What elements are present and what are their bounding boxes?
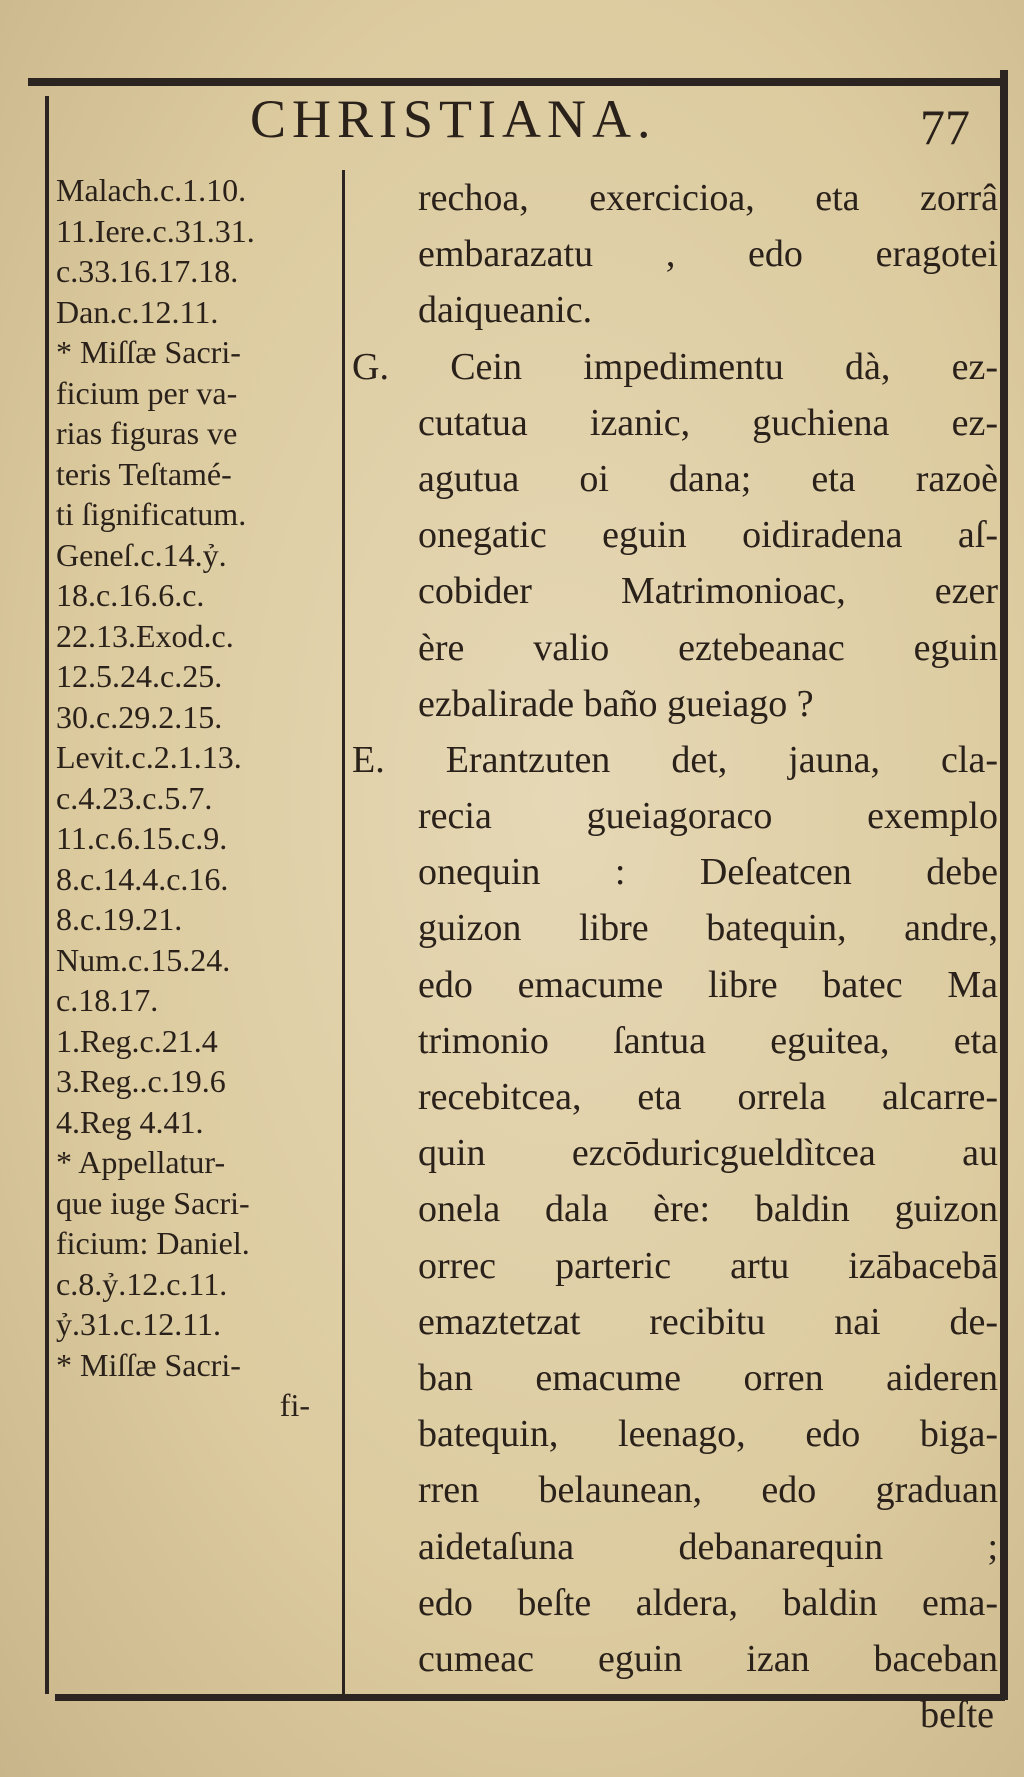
body-line: quin ezcōduricgueldìtcea au (418, 1132, 998, 1175)
margin-note-line: c.4.23.c.5.7. (56, 779, 213, 816)
margin-note-line: 11.c.6.15.c.9. (56, 820, 228, 856)
body-line: daiqueanic. (418, 289, 593, 332)
body-line: rren belaunean, edo graduan (418, 1469, 998, 1512)
margin-note-line: * Appellatur- (56, 1144, 226, 1180)
body-line: ezbalirade baño gueiago ? (418, 682, 814, 725)
margin-note-line: 4.Reg 4.41. (56, 1103, 204, 1140)
margin-note-line: * Miſſæ Sacri- (56, 334, 241, 370)
margin-note-line: que iuge Sacri- (56, 1184, 250, 1221)
column-divider-rule (342, 170, 345, 1700)
margin-note-line: Num.c.15.24. (56, 941, 231, 978)
body-line: onequin : Deſeatcen debe (418, 851, 998, 894)
margin-note-line: ficium per va- (56, 374, 238, 411)
margin-note-line: ti ſignificatum. (56, 496, 247, 532)
margin-note-line: 12.5.24.c.25. (56, 658, 223, 694)
body-line: guizon libre batequin, andre, (418, 907, 998, 950)
body-line: agutua oi dana; eta razoè (418, 457, 998, 500)
page-number: 77 (920, 99, 970, 155)
margin-note-line: ficium: Daniel. (56, 1225, 250, 1261)
margin-note-line: 30.c.29.2.15. (56, 698, 223, 735)
frame-left-rule (45, 96, 49, 1694)
margin-note-line: 3.Reg..c.19.6 (56, 1063, 226, 1099)
body-line: rechoa, exercicioa, eta zorrâ (418, 177, 998, 219)
frame-right-rule (1000, 70, 1008, 1700)
body-line: aidetaſuna debanarequin ; (418, 1525, 998, 1568)
margin-note-line: Levit.c.2.1.13. (56, 739, 242, 775)
margin-note-line: 22.13.Exod.c. (56, 617, 234, 654)
margin-note-line: 8.c.14.4.c.16. (56, 860, 229, 897)
margin-note-line: * Miſſæ Sacri- (56, 1346, 241, 1383)
margin-note-line: 18.c.16.6.c. (56, 577, 205, 613)
body-line: E. Erantzuten det, jauna, cla- (352, 738, 998, 781)
body-line: cumeac eguin izan baceban (418, 1637, 998, 1680)
margin-note-line: Malach.c.1.10. (56, 172, 247, 208)
body-line: embarazatu , edo eragotei (418, 233, 998, 276)
margin-note-line: c.8.ỷ.12.c.11. (56, 1265, 228, 1302)
body-line: edo beſte aldera, baldin ema- (418, 1581, 998, 1624)
body-line: cobider Matrimonioac, ezer (418, 570, 998, 613)
margin-catchword: fi- (279, 1387, 310, 1423)
body-line: trimonio ſantua eguitea, eta (418, 1019, 998, 1062)
body-line: batequin, leenago, edo biga- (418, 1413, 998, 1456)
catchword: beſte (920, 1694, 994, 1737)
body-line: ère valio eztebeanac eguin (418, 626, 998, 669)
margin-note-line: ỷ.31.c.12.11. (56, 1306, 222, 1342)
margin-note-line: 11.Iere.c.31.31. (56, 212, 255, 249)
body-line: emaztetzat recibitu nai de- (418, 1300, 998, 1343)
body-line: edo emacume libre batec Ma (418, 963, 998, 1006)
body-line: orrec parteric artu izābacebā (418, 1244, 998, 1287)
body-line: recia gueiagoraco exemplo (418, 795, 998, 838)
body-line: recebitcea, eta orrela alcarre- (418, 1076, 998, 1118)
frame-top-rule (28, 78, 1004, 86)
margin-note-line: teris Teſtamé- (56, 455, 232, 492)
margin-note-line: Geneſ.c.14.ỷ. (56, 536, 227, 573)
main-text-column (352, 170, 998, 1743)
body-line: G. Cein impedimentu dà, ez- (352, 345, 998, 388)
margin-note-line: Dan.c.12.11. (56, 293, 219, 330)
body-line: ban emacume orren aideren (418, 1356, 998, 1399)
running-head: CHRISTIANA. (250, 89, 657, 149)
body-line: onegatic eguin oidiradena aſ- (418, 514, 998, 557)
body-line: cutatua izanic, guchiena ez- (418, 401, 998, 444)
margin-note-line: 1.Reg.c.21.4 (56, 1022, 218, 1059)
margin-note-line: c.33.16.17.18. (56, 253, 239, 289)
margin-note-line: rias figuras ve (56, 415, 238, 451)
body-line: onela dala ère: baldin guizon (418, 1188, 998, 1231)
margin-notes-column (56, 170, 338, 1426)
margin-note-line: 8.c.19.21. (56, 901, 183, 937)
margin-note-line: c.18.17. (56, 982, 159, 1018)
